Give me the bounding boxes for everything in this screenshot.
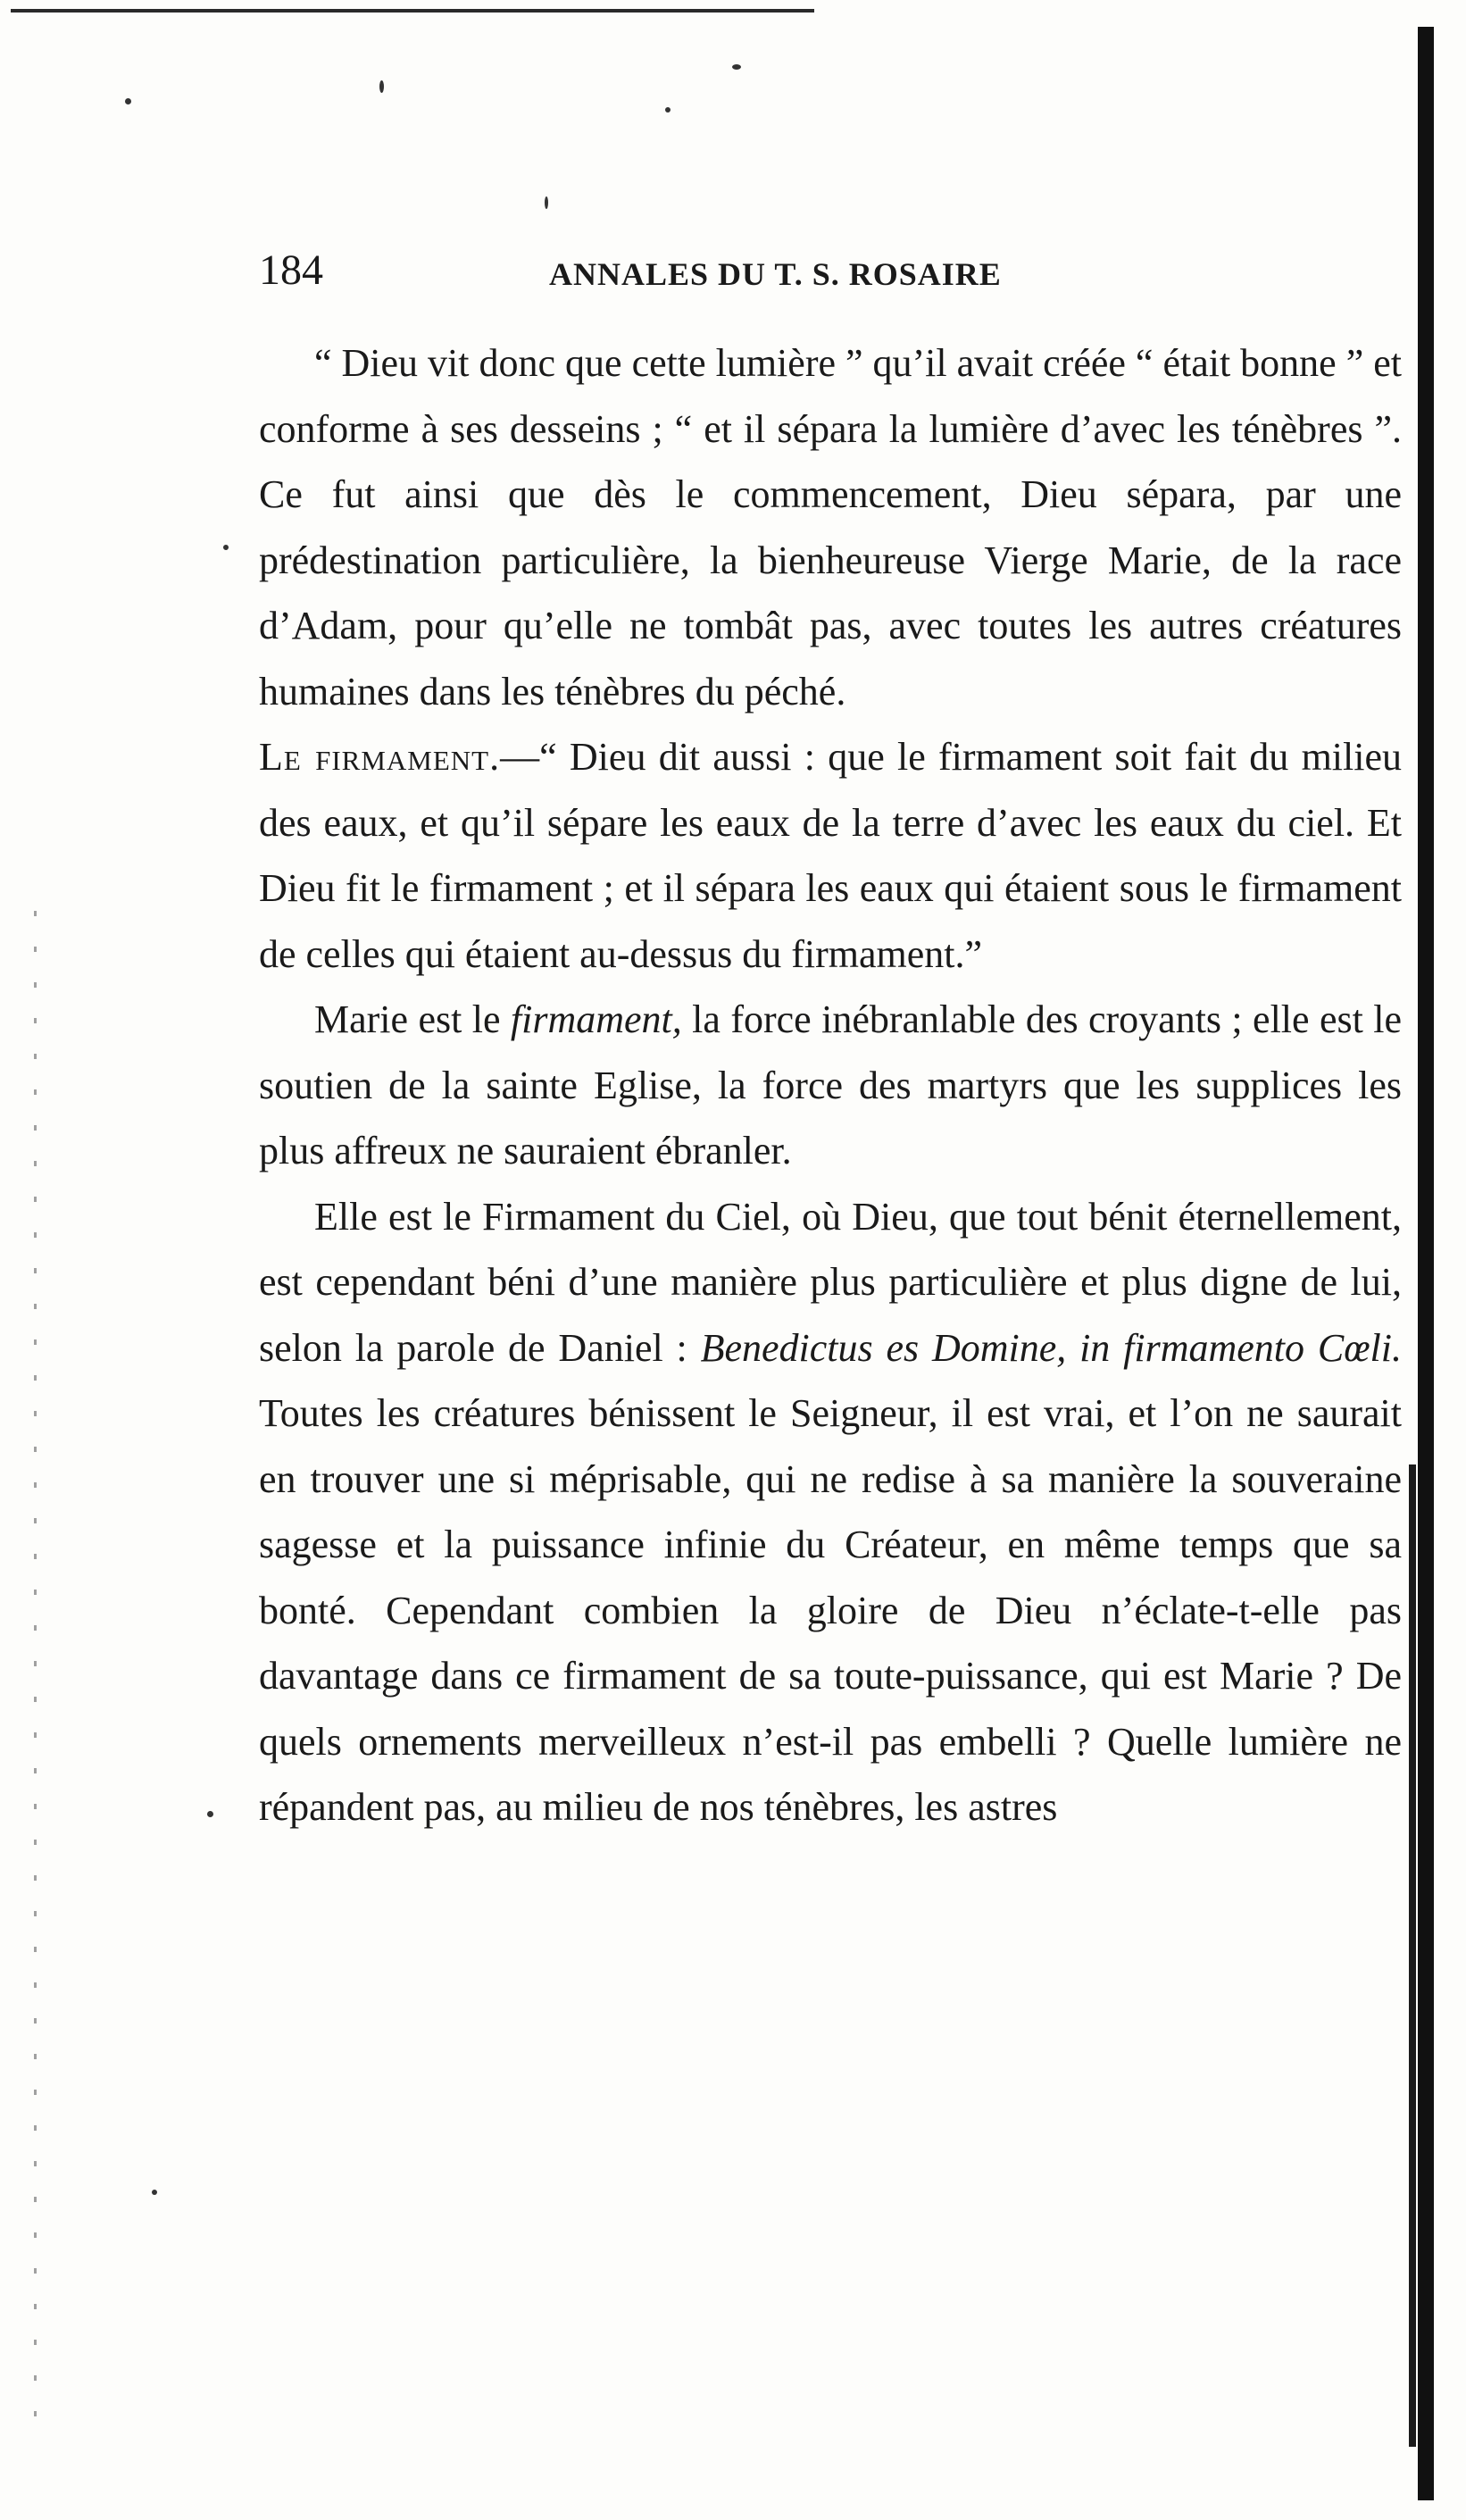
scan-top-edge [11, 9, 814, 13]
paragraph-2 [259, 724, 1402, 987]
scan-speck [545, 196, 548, 209]
paragraph-3-text-b: la force inébranlable des croyants ; elle est le soutien de la sainte Eglise, la force des martyrs que les supplices les plus affreux ne sauraient ébranler. [259, 997, 1402, 1172]
paragraph-4 [259, 1184, 1402, 1840]
paragraph-3 [259, 987, 1402, 1184]
paragraph-3-text-a: Marie est le [314, 997, 511, 1041]
page-header [259, 239, 1411, 302]
scan-speck [665, 107, 671, 113]
paragraph-1: “ Dieu vit donc que cette lumière ” qu’il avait créée “ était bonne ” et conforme à ses desseins ; “ et il sépara la lumière d’avec les ténèbres ”. Ce fut ainsi que dès le commencement, Dieu sépara, par une prédestination particulière, la bienheureuse Vierge Marie, de la race d’Adam, pour qu’elle ne tombât pas, avec toutes les autres créatures humaines dans les ténèbres du péché. [259, 341, 1402, 713]
scan-speck [732, 64, 741, 70]
paragraph-3-italic: firmament, [510, 997, 682, 1041]
section-heading-firmament: Le firmament. [259, 735, 501, 779]
scan-speck [379, 80, 384, 93]
paragraph-2-text: —“ Dieu dit aussi : que le firmament soit fait du milieu des eaux, et qu’il sépare les eaux de la terre d’avec les eaux du ciel. Et Dieu fit le firmament ; et il sépara les eaux qui étaient sous le firmament de celles qui étaient au-dessus du firmament.” [259, 735, 1402, 976]
scan-speck [223, 545, 229, 550]
scan-left-noise [34, 911, 37, 2429]
scan-right-shadow [1409, 1464, 1416, 2447]
scan-speck [207, 1811, 213, 1817]
paragraph-4-text-a: Elle est le Firmament du Ciel, où Dieu, que tout bénit éternellement, est cependant béni d’une manière plus particulière et plus digne de lui, selon la parole de Daniel : [259, 1194, 1402, 1370]
scan-speck [152, 2190, 157, 2195]
body-text [259, 330, 1402, 1840]
running-head: ANNALES DU T. S. ROSAIRE [549, 256, 1002, 292]
scan-right-edge [1418, 27, 1434, 2500]
paragraph-4-text-b: Toutes les créatures bénissent le Seigneur, il est vrai, et l’on ne saurait en trouver une si méprisable, qui ne redise à sa manière la souveraine sagesse et la puissance infinie du Créateur, en même temps que sa bonté. Cependant combien la gloire de Dieu n’éclate-t-elle pas davantage dans ce firmament de sa toute-puissance, qui est Marie ? De quels ornements merveilleux n’est-il pas embelli ? Quelle lumière ne répandent pas, au milieu de nos ténèbres, les astres [259, 1391, 1402, 1829]
paragraph-4-latin-quote: Benedictus es Domine, in firmamento Cœli. [700, 1325, 1402, 1370]
page-number: 184 [259, 246, 323, 294]
scan-speck [125, 98, 131, 104]
